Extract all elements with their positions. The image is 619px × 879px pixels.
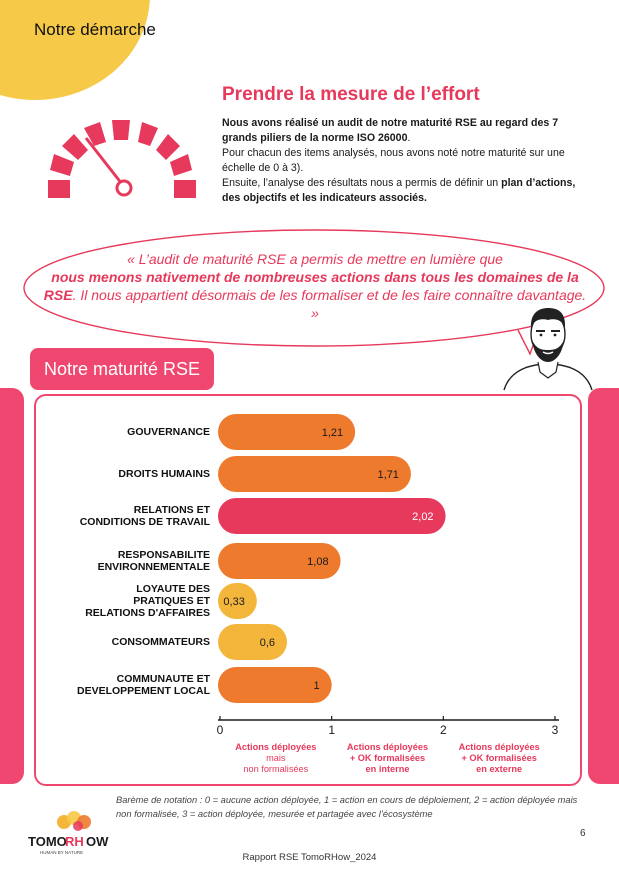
category-label-4-line-0: LOYAUTE DES	[136, 583, 210, 595]
side-bar-right	[588, 388, 619, 784]
intro-title: Prendre la mesure de l’effort	[222, 84, 480, 105]
axis-caption-0-sub-1: non formalisées	[243, 764, 309, 774]
category-label-3-line-0: RESPONSABILITE	[117, 549, 210, 561]
category-label-4	[30, 583, 210, 619]
quote-part2: nous menons nativement de nombreuses actions dans tous les domaines de la RSE	[43, 269, 579, 303]
footer-text: Rapport RSE TomoRHow_2024	[242, 852, 377, 863]
intro-line3: Ensuite, l’analyse des résultats nous a permis de définir un	[222, 177, 502, 189]
axis-caption-2-line-0: Actions déployées	[458, 742, 540, 752]
page-number: 6	[580, 828, 586, 839]
intro-line1-bold: Nous avons réalisé un audit de notre maturité RSE au regard des 7 grands piliers de la norme ISO 26000	[222, 117, 559, 144]
company-logo	[24, 808, 124, 858]
side-bar-left	[0, 388, 24, 784]
axis-caption-0-sub-0: mais	[266, 753, 286, 763]
x-tick-label-3: 3	[551, 723, 559, 737]
category-label-1	[30, 468, 210, 480]
category-label-6	[30, 673, 210, 697]
svg-text:TOMO: TOMO	[28, 834, 67, 849]
category-label-6-line-0: COMMUNAUTE ET	[116, 673, 210, 685]
intro-line3-bold: plan d’actions, des objectifs et les indicateurs associés.	[222, 177, 576, 204]
axis-caption-2-line-2: en externe	[476, 764, 523, 774]
category-label-2	[30, 504, 210, 528]
x-tick-label-0: 0	[216, 723, 224, 737]
category-label-5-line-0: CONSOMMATEURS	[111, 636, 210, 648]
axis-caption-1-line-2: en interne	[365, 764, 410, 774]
x-tick-label-1: 1	[328, 723, 336, 737]
corner-decoration	[0, 0, 150, 100]
bar-value-label-4: 0,33	[223, 596, 245, 608]
bar-value-label-0: 1,21	[321, 427, 344, 439]
svg-text:OW: OW	[86, 834, 109, 849]
intro-text	[222, 116, 592, 206]
category-label-0-line-0: GOUVERNANCE	[127, 426, 210, 438]
category-label-3	[30, 549, 210, 573]
svg-text:RH: RH	[65, 834, 84, 849]
axis-caption-1-line-1: + OK formalisées	[349, 753, 426, 763]
x-tick-label-2: 2	[439, 723, 447, 737]
category-label-3-line-1: ENVIRONNEMENTALE	[97, 561, 210, 573]
category-label-4-line-2: RELATIONS D'AFFAIRES	[85, 607, 210, 619]
bar-value-label-5: 0,6	[259, 637, 275, 649]
section-heading: Notre démarche	[34, 20, 156, 39]
category-label-6-line-1: DEVELOPPEMENT LOCAL	[76, 685, 210, 697]
rating-scale-note: Barème de notation : 0 = aucune action déployée, 1 = action en cours de déploiement, 2 = action déployée mais non formalisée, 3 = action déployée, mesurée et partagée avec l’écosystème	[116, 795, 578, 819]
category-label-2-line-1: CONDITIONS DE TRAVAIL	[79, 516, 210, 528]
intro-line1-end: .	[407, 132, 411, 144]
gauge-icon	[40, 118, 204, 200]
bar-value-label-3: 1,08	[307, 556, 329, 568]
bar-value-label-2: 2,02	[412, 511, 434, 523]
category-label-1-line-0: DROITS HUMAINS	[118, 468, 210, 480]
svg-text:HUMAN BY NATURE: HUMAN BY NATURE	[40, 850, 84, 855]
bar-value-label-1: 1,71	[377, 469, 399, 481]
quote-part1: « L’audit de maturité RSE a permis de mettre en lumière que	[127, 251, 503, 267]
bar-5	[218, 624, 287, 660]
maturity-title: Notre maturité RSE	[30, 348, 214, 390]
category-label-2-line-0: RELATIONS ET	[133, 504, 210, 516]
logo-circles-icon	[24, 808, 124, 858]
bar-value-label-6: 1	[313, 680, 320, 692]
intro-line2: Pour chacun des items analysés, nous avons noté notre maturité sur une échelle de 0 à 3).	[222, 147, 565, 174]
axis-caption-1-line-0: Actions déployées	[346, 742, 429, 752]
category-label-4-line-1: PRATIQUES ET	[133, 595, 210, 607]
axis-caption-0-line-0: Actions déployées	[235, 742, 317, 752]
category-label-0	[30, 426, 210, 438]
person-avatar-icon	[500, 300, 596, 392]
category-label-5	[30, 636, 210, 648]
quote-part3: . Il nous appartient désormais de les formaliser et de les faire connaître davantage. »	[72, 287, 587, 321]
axis-caption-2-line-1: + OK formalisées	[461, 753, 537, 763]
